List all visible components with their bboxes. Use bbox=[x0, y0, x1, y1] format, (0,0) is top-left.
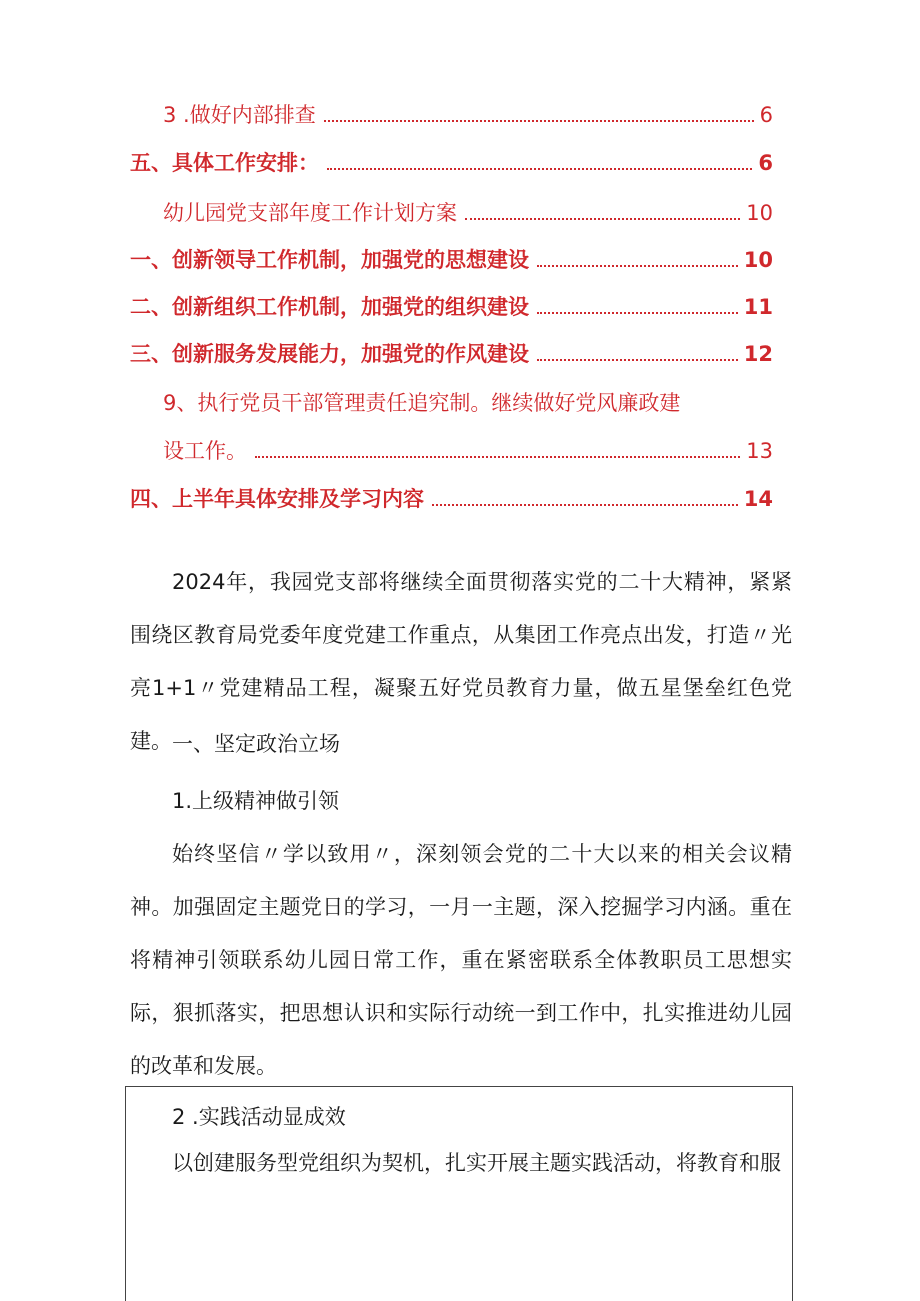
toc-entry-text: 设工作。 bbox=[163, 439, 247, 463]
toc-entry[interactable] bbox=[130, 148, 773, 178]
toc-entry[interactable] bbox=[130, 245, 773, 275]
body-paragraph: 以创建服务型党组织为契机，扎实开展主题实践活动，将教育和服 bbox=[172, 1151, 781, 1175]
intro-paragraph: 2024年，我园党支部将继续全面贯彻落实党的二十大精神，紧紧围绕区教育局党委年度党建工作重点，从集团工作亮点出发，打造〃光亮1+1〃党建精品工程，凝聚五好党员教育力量，做五星堡垒红色党建。 bbox=[130, 570, 792, 753]
subsection-heading: 2 .实践活动显成效 bbox=[172, 1105, 346, 1129]
toc-leader-dots bbox=[537, 359, 738, 361]
toc-entry[interactable] bbox=[163, 436, 773, 466]
toc-entry[interactable] bbox=[130, 484, 773, 514]
toc-entry-text-wrapped[interactable]: 9、执行党员干部管理责任追究制。继续做好党风廉政建 bbox=[163, 391, 681, 415]
toc-leader-dots bbox=[465, 218, 740, 220]
toc-page-number: 12 bbox=[743, 342, 773, 366]
toc-leader-dots bbox=[537, 312, 738, 314]
toc-page-number: 14 bbox=[743, 487, 773, 511]
toc-entry[interactable] bbox=[163, 198, 773, 228]
toc-entry-text: 二、创新组织工作机制，加强党的组织建设 bbox=[130, 295, 529, 319]
toc-page-number: 6 bbox=[758, 151, 773, 175]
toc-page-number: 10 bbox=[746, 201, 773, 225]
toc-leader-dots bbox=[324, 120, 754, 122]
toc-entry[interactable] bbox=[130, 339, 773, 369]
toc-page-number: 13 bbox=[746, 439, 773, 463]
toc-entry-text: 一、创新领导工作机制，加强党的思想建设 bbox=[130, 248, 529, 272]
toc-entry[interactable] bbox=[163, 100, 773, 130]
toc-page-number: 11 bbox=[743, 295, 773, 319]
toc-leader-dots bbox=[537, 265, 738, 267]
section-heading: 一、坚定政治立场 bbox=[172, 732, 340, 756]
toc-entry-text: 五、具体工作安排： bbox=[130, 151, 319, 175]
subsection-heading: 1.上级精神做引领 bbox=[172, 789, 340, 813]
toc-entry-text: 3 .做好内部排查 bbox=[163, 103, 316, 127]
body-paragraph: 始终坚信〃学以致用〃，深刻领会党的二十大以来的相关会议精神。加强固定主题党日的学习，一月一主题，深入挖掘学习内涵。重在将精神引领联系幼儿园日常工作，重在紧密联系全体教职员工思想实际，狠抓落实，把思想认识和实际行动统一到工作中，扎实推进幼儿园的改革和发展。 bbox=[130, 842, 792, 1078]
toc-entry-text: 三、创新服务发展能力，加强党的作风建设 bbox=[130, 342, 529, 366]
toc-page-number: 6 bbox=[759, 103, 773, 127]
toc-entry-text: 四、上半年具体安排及学习内容 bbox=[130, 487, 424, 511]
toc-entry[interactable] bbox=[130, 292, 773, 322]
toc-leader-dots bbox=[327, 168, 752, 170]
toc-page-number: 10 bbox=[743, 248, 773, 272]
toc-leader-dots bbox=[255, 456, 740, 458]
toc-leader-dots bbox=[432, 504, 738, 506]
toc-entry-text: 幼儿园党支部年度工作计划方案 bbox=[163, 201, 457, 225]
